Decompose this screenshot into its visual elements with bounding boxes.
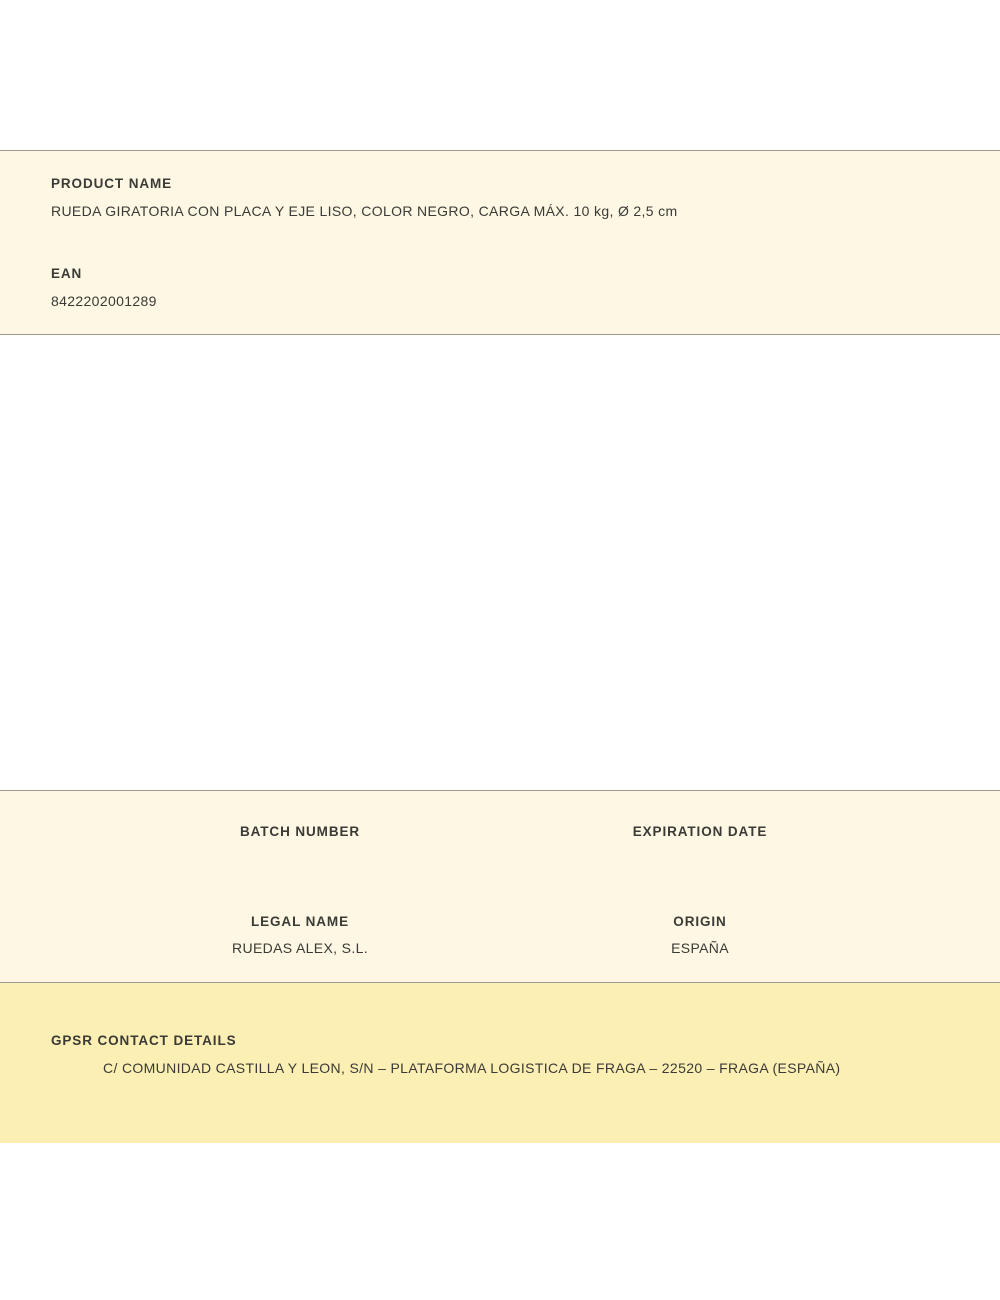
origin-value: ESPAÑA [671,940,729,956]
product-info-block [0,150,1000,335]
batch-info-block [0,790,1000,983]
gpsr-contact-value: C/ COMUNIDAD CASTILLA Y LEON, S/N – PLATAFORMA LOGISTICA DE FRAGA – 22520 – FRAGA (ESPAÑA) [103,1060,841,1076]
product-name-value: RUEDA GIRATORIA CON PLACA Y EJE LISO, COLOR NEGRO, CARGA MÁX. 10 kg, Ø 2,5 cm [51,203,678,219]
ean-label: EAN [51,266,83,281]
legal-name-field [232,914,368,956]
gpsr-block [0,983,1000,1143]
product-name-label: PRODUCT NAME [51,176,173,191]
batch-number-field [240,824,360,850]
gpsr-contact-label: GPSR CONTACT DETAILS [51,1033,237,1048]
origin-field [671,914,729,956]
batch-number-label: BATCH NUMBER [239,824,361,839]
legal-name-label: LEGAL NAME [250,914,349,929]
product-name-field [51,176,678,219]
expiration-date-label: EXPIRATION DATE [632,824,768,839]
expiration-date-field [633,824,768,850]
legal-name-value: RUEDAS ALEX, S.L. [232,940,368,956]
origin-label: ORIGIN [673,914,727,929]
ean-value: 8422202001289 [51,293,157,309]
empty-content-area [0,335,1000,790]
gpsr-contact-field [51,1033,840,1076]
ean-field [51,266,157,309]
